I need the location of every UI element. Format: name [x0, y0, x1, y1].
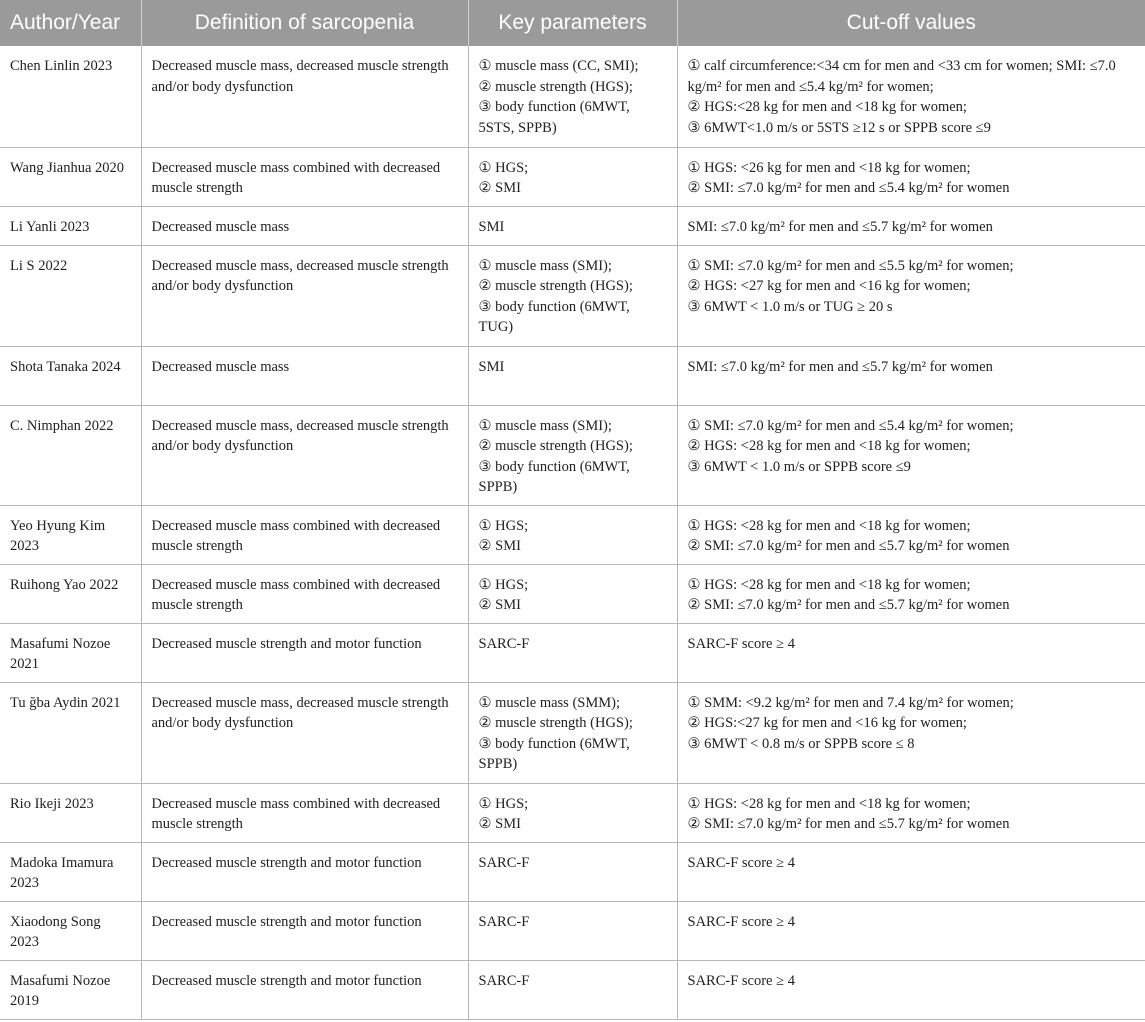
column-header-key-parameters: Key parameters: [468, 0, 677, 46]
definition-cell: Decreased muscle mass, decreased muscle strength and/or body dysfunction: [141, 46, 468, 147]
cutoff-values-cell: ① SMI: ≤7.0 kg/m² for men and ≤5.4 kg/m² for women; ② HGS: <28 kg for men and <18 kg for women; ③ 6MWT < 1.0 m/s or SPPB score ≤9: [677, 405, 1145, 505]
table-row: [0, 682, 1145, 783]
author-year-cell: Madoka Imamura 2023: [0, 842, 141, 901]
table-row: [0, 960, 1145, 1019]
key-parameters-cell: SMI: [468, 346, 677, 405]
cutoff-values-cell: ① HGS: <28 kg for men and <18 kg for women; ② SMI: ≤7.0 kg/m² for men and ≤5.7 kg/m² for women: [677, 564, 1145, 623]
cutoff-values-cell: ① HGS: <26 kg for men and <18 kg for women; ② SMI: ≤7.0 kg/m² for men and ≤5.4 kg/m² for women: [677, 147, 1145, 206]
cutoff-values-cell: SMI: ≤7.0 kg/m² for men and ≤5.7 kg/m² for women: [677, 346, 1145, 405]
table-row: [0, 564, 1145, 623]
key-parameters-cell: ① HGS; ② SMI: [468, 783, 677, 842]
definition-cell: Decreased muscle mass: [141, 346, 468, 405]
column-header-cutoff-values: Cut-off values: [677, 0, 1145, 46]
cutoff-values-cell: ① calf circumference:<34 cm for men and <33 cm for women; SMI: ≤7.0 kg/m² for men and ≤5.4 kg/m² for women; ② HGS:<28 kg for men and <18 kg for women; ③ 6MWT<1.0 m/s or 5STS ≥12 s or SPPB score ≤9: [677, 46, 1145, 147]
key-parameters-cell: ① muscle mass (SMM); ② muscle strength (HGS); ③ body function (6MWT, SPPB): [468, 682, 677, 783]
key-parameters-cell: ① muscle mass (SMI); ② muscle strength (HGS); ③ body function (6MWT, SPPB): [468, 405, 677, 505]
author-year-cell: Tu ğba Aydin 2021: [0, 682, 141, 783]
definition-cell: Decreased muscle strength and motor function: [141, 960, 468, 1019]
author-year-cell: Wang Jianhua 2020: [0, 147, 141, 206]
cutoff-values-cell: ① HGS: <28 kg for men and <18 kg for women; ② SMI: ≤7.0 kg/m² for men and ≤5.7 kg/m² for women: [677, 505, 1145, 564]
author-year-cell: Masafumi Nozoe 2019: [0, 960, 141, 1019]
definition-cell: Decreased muscle mass combined with decreased muscle strength: [141, 783, 468, 842]
cutoff-values-cell: ① HGS: <28 kg for men and <18 kg for women; ② SMI: ≤7.0 kg/m² for men and ≤5.7 kg/m² for women: [677, 783, 1145, 842]
author-year-cell: Shota Tanaka 2024: [0, 346, 141, 405]
definition-cell: Decreased muscle mass combined with decreased muscle strength: [141, 147, 468, 206]
author-year-cell: C. Nimphan 2022: [0, 405, 141, 505]
definition-cell: Decreased muscle mass combined with decreased muscle strength: [141, 505, 468, 564]
column-header-definition: Definition of sarcopenia: [141, 0, 468, 46]
key-parameters-cell: SMI: [468, 206, 677, 245]
cutoff-values-cell: SMI: ≤7.0 kg/m² for men and ≤5.7 kg/m² for women: [677, 206, 1145, 245]
cutoff-values-cell: SARC-F score ≥ 4: [677, 842, 1145, 901]
key-parameters-cell: ① HGS; ② SMI: [468, 505, 677, 564]
author-year-cell: Rio Ikeji 2023: [0, 783, 141, 842]
table-row: [0, 505, 1145, 564]
key-parameters-cell: ① muscle mass (CC, SMI); ② muscle strength (HGS); ③ body function (6MWT, 5STS, SPPB): [468, 46, 677, 147]
definition-cell: Decreased muscle strength and motor function: [141, 842, 468, 901]
author-year-cell: Ruihong Yao 2022: [0, 564, 141, 623]
table-row: [0, 245, 1145, 346]
column-header-author-year: Author/Year: [0, 0, 141, 46]
author-year-cell: Yeo Hyung Kim 2023: [0, 505, 141, 564]
author-year-cell: Chen Linlin 2023: [0, 46, 141, 147]
author-year-cell: Masafumi Nozoe 2021: [0, 623, 141, 682]
key-parameters-cell: SARC-F: [468, 623, 677, 682]
table-row: [0, 783, 1145, 842]
cutoff-values-cell: SARC-F score ≥ 4: [677, 901, 1145, 960]
table-row: [0, 206, 1145, 245]
table-row: [0, 346, 1145, 405]
table-row: [0, 147, 1145, 206]
definition-cell: Decreased muscle mass, decreased muscle strength and/or body dysfunction: [141, 405, 468, 505]
cutoff-values-cell: ① SMM: <9.2 kg/m² for men and 7.4 kg/m² for women; ② HGS:<27 kg for men and <16 kg for women; ③ 6MWT < 0.8 m/s or SPPB score ≤ 8: [677, 682, 1145, 783]
table-row: [0, 405, 1145, 505]
definition-cell: Decreased muscle mass combined with decreased muscle strength: [141, 564, 468, 623]
cutoff-values-cell: SARC-F score ≥ 4: [677, 623, 1145, 682]
table-header: [0, 0, 1145, 46]
definition-cell: Decreased muscle strength and motor function: [141, 623, 468, 682]
definition-cell: Decreased muscle mass, decreased muscle strength and/or body dysfunction: [141, 245, 468, 346]
cutoff-values-cell: SARC-F score ≥ 4: [677, 960, 1145, 1019]
author-year-cell: Li S 2022: [0, 245, 141, 346]
key-parameters-cell: ① HGS; ② SMI: [468, 564, 677, 623]
author-year-cell: Li Yanli 2023: [0, 206, 141, 245]
key-parameters-cell: SARC-F: [468, 901, 677, 960]
table-row: [0, 842, 1145, 901]
author-year-cell: Xiaodong Song 2023: [0, 901, 141, 960]
key-parameters-cell: SARC-F: [468, 960, 677, 1019]
key-parameters-cell: SARC-F: [468, 842, 677, 901]
key-parameters-cell: ① muscle mass (SMI); ② muscle strength (HGS); ③ body function (6MWT, TUG): [468, 245, 677, 346]
header-row: [0, 0, 1145, 46]
table-row: [0, 623, 1145, 682]
key-parameters-cell: ① HGS; ② SMI: [468, 147, 677, 206]
definition-cell: Decreased muscle mass: [141, 206, 468, 245]
definition-cell: Decreased muscle mass, decreased muscle strength and/or body dysfunction: [141, 682, 468, 783]
cutoff-values-cell: ① SMI: ≤7.0 kg/m² for men and ≤5.5 kg/m² for women; ② HGS: <27 kg for men and <16 kg for women; ③ 6MWT < 1.0 m/s or TUG ≥ 20 s: [677, 245, 1145, 346]
table-row: [0, 901, 1145, 960]
table-body: [0, 46, 1145, 1019]
table-row: [0, 46, 1145, 147]
definition-cell: Decreased muscle strength and motor function: [141, 901, 468, 960]
